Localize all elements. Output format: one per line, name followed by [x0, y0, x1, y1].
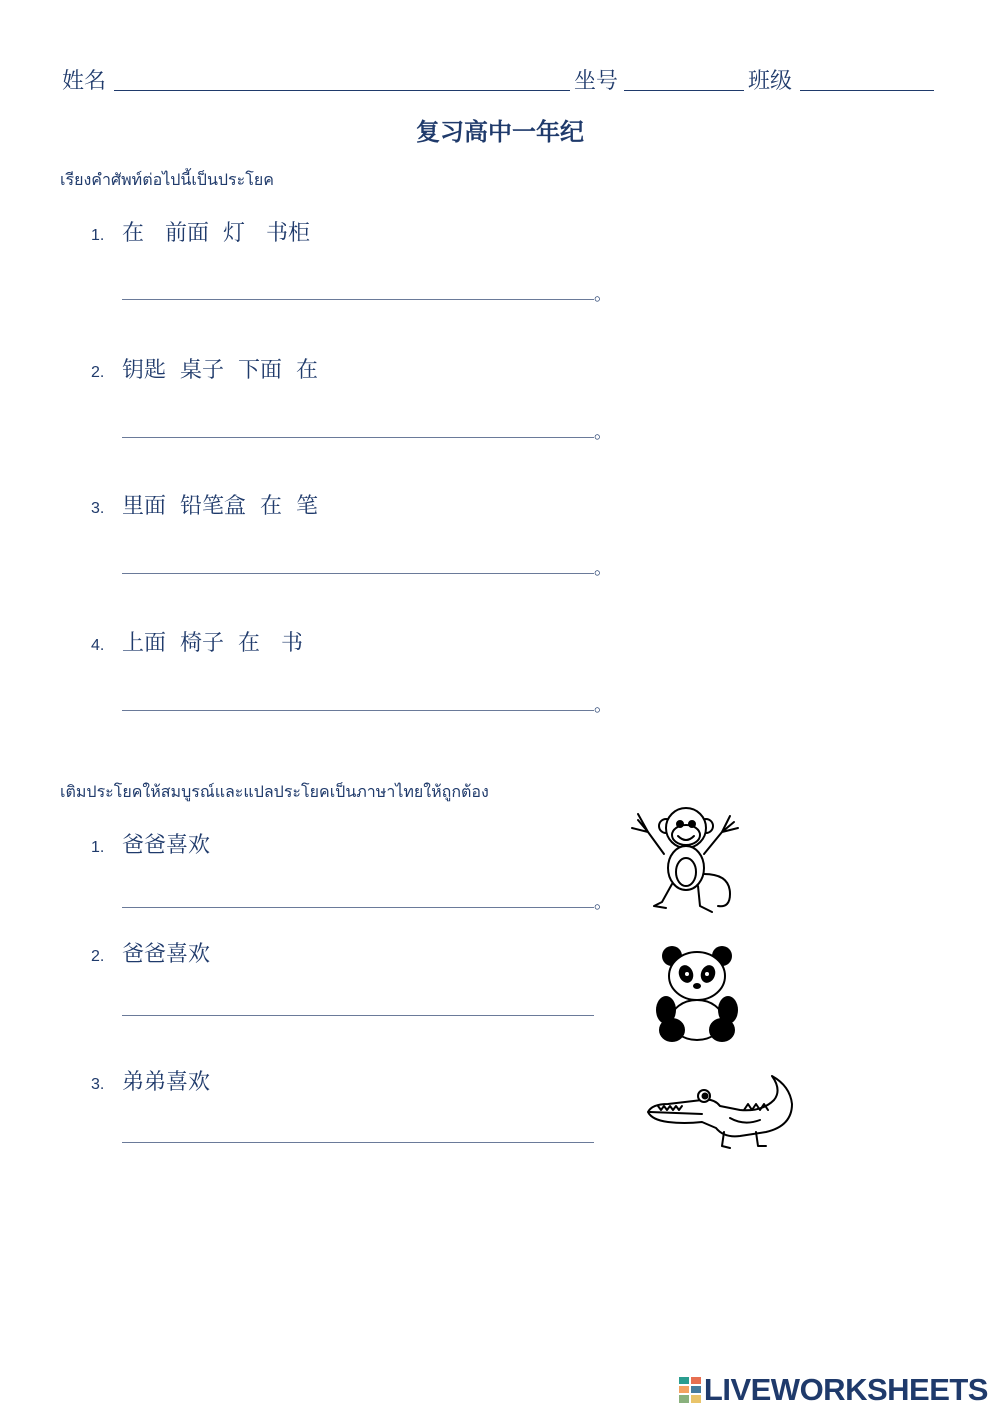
liveworksheets-logo-text: LIVEWORKSHEETS: [703, 1372, 988, 1407]
sentence-start: 弟弟喜欢: [122, 1070, 211, 1095]
section2-instruction: เติมประโยคให้สมบูรณ์และแปลประโยคเป็นภาษาไทยให้ถูกต้อง: [60, 782, 489, 801]
answer-line[interactable]: [122, 573, 594, 574]
item-number: 1.: [91, 839, 105, 856]
seat-field[interactable]: [624, 90, 744, 91]
crocodile-image: [644, 1070, 800, 1154]
panda-image: [654, 944, 740, 1044]
sentence-start: 爸爸喜欢: [122, 833, 211, 858]
answer-line[interactable]: [122, 1015, 594, 1016]
answer-line[interactable]: [122, 437, 594, 438]
word-list: 上面 椅子 在 书: [122, 631, 303, 656]
liveworksheets-logo: [679, 1372, 988, 1408]
item-number: 3.: [91, 500, 105, 517]
full-stop: 。: [594, 695, 612, 716]
item-number: 4.: [91, 637, 105, 654]
sentence-start: 爸爸喜欢: [122, 942, 211, 967]
name-field[interactable]: [114, 90, 570, 91]
item-number: 1.: [91, 227, 105, 244]
full-stop: 。: [594, 892, 612, 913]
class-field[interactable]: [800, 90, 934, 91]
page-title: 复习高中一年纪: [416, 117, 584, 146]
full-stop: 。: [594, 558, 612, 579]
answer-line[interactable]: [122, 299, 594, 300]
liveworksheets-logo-icon: [679, 1377, 701, 1403]
item-number: 3.: [91, 1076, 105, 1093]
answer-line[interactable]: [122, 1142, 594, 1143]
class-label: 班级: [748, 69, 793, 94]
full-stop: 。: [594, 422, 612, 443]
section1-instruction: เรียงคำศัพท์ต่อไปนี้เป็นประโยค: [60, 170, 274, 189]
name-label: 姓名: [62, 69, 107, 94]
monkey-image: [626, 802, 744, 920]
answer-line[interactable]: [122, 907, 594, 908]
word-list: 钥匙 桌子 下面 在: [122, 358, 318, 383]
seat-label: 坐号: [574, 69, 619, 94]
item-number: 2.: [91, 364, 105, 381]
item-number: 2.: [91, 948, 105, 965]
word-list: 在 前面 灯 书柜: [122, 221, 310, 246]
full-stop: 。: [594, 284, 612, 305]
word-list: 里面 铅笔盒 在 笔: [122, 494, 318, 519]
answer-line[interactable]: [122, 710, 594, 711]
